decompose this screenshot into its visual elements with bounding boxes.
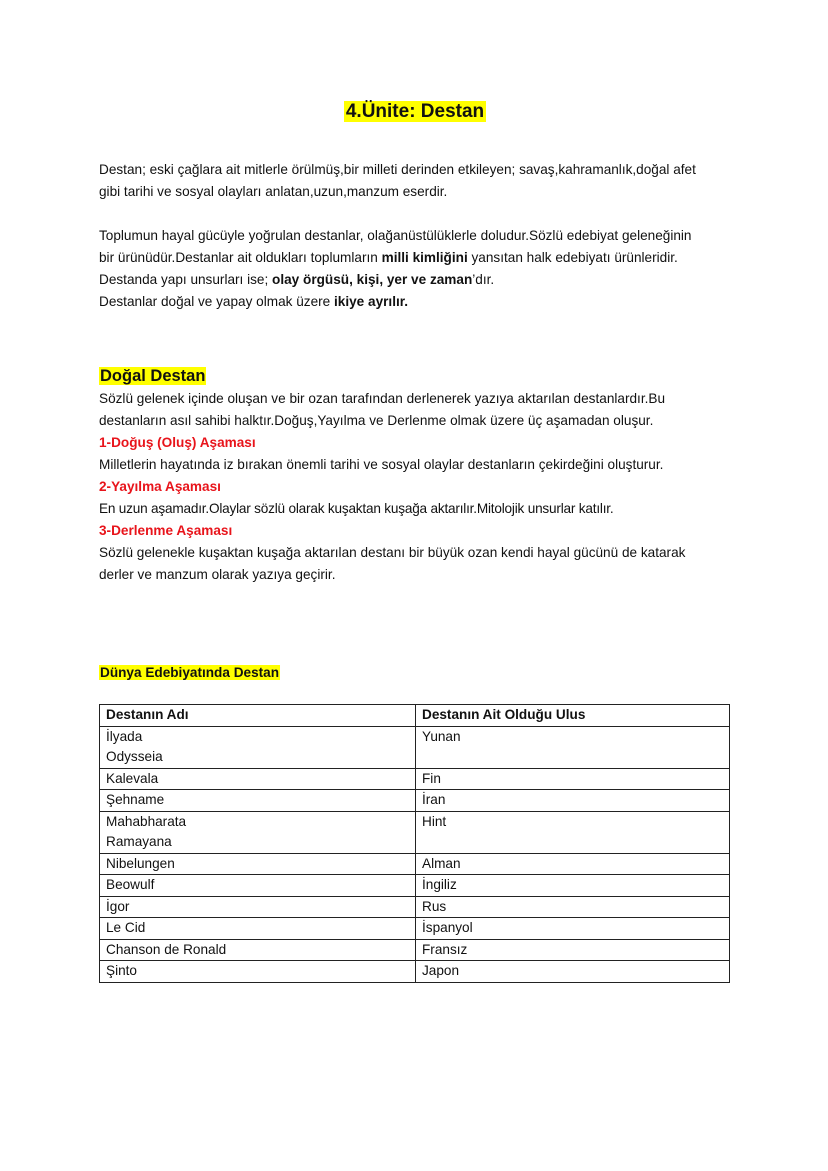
column-header-nation: Destanın Ait Olduğu Ulus — [416, 705, 730, 727]
table-row — [100, 896, 730, 918]
table-row — [100, 790, 730, 812]
epic-nation-cell: İngiliz — [416, 875, 730, 897]
stage-title: 1-Doğuş (Oluş) Aşaması — [99, 435, 256, 450]
epic-name-cell — [100, 790, 416, 812]
epic-name: Odysseia — [106, 749, 163, 764]
epic-nation-cell: Japon — [416, 961, 730, 983]
epic-nation-cell: Yunan — [416, 726, 730, 768]
epic-nation-cell: Alman — [416, 853, 730, 875]
table-row — [100, 726, 730, 768]
epic-nation-cell: Rus — [416, 896, 730, 918]
epic-name: İlyada — [106, 728, 143, 744]
epic-nation-cell: İran — [416, 790, 730, 812]
epic-name: Nibelungen — [106, 855, 175, 871]
world-epics-heading: Dünya Edebiyatında Destan — [100, 665, 280, 680]
epic-name-cell — [100, 726, 416, 768]
stage-text: Milletlerin hayatında iz bırakan önemli tarihi ve sosyal olaylar destanların çekirdeğini oluşturur. — [99, 457, 664, 472]
stage-title: 3-Derlenme Aşaması — [99, 523, 233, 538]
stage-text: Sözlü gelenekle kuşaktan kuşağa aktarılan destanı bir büyük ozan kendi hayal gücünü de katarak derler ve manzum olarak yazıya geçirir. — [99, 545, 686, 582]
epic-name: Le Cid — [106, 920, 146, 935]
definition-paragraph: Destan; eski çağlara ait mitlerle örülmüş,bir milleti derinden etkileyen; savaş,kahramanlık,doğal afet gibi tarihi ve sosyal olayları anlatan,uzun,manzum eserdir. — [99, 162, 696, 199]
epic-name-cell — [100, 896, 416, 918]
dogal-destan-text: Sözlü gelenek içinde oluşan ve bir ozan tarafından derlenerek yazıya aktarılan destanlardır.Bu destanların asıl sahibi halktır.Doğuş,Yayılma ve Derlenme olmak üzere üç aşamadan oluşur. — [99, 391, 665, 428]
column-header-name: Destanın Adı — [100, 705, 416, 727]
table-row — [100, 853, 730, 875]
table-row — [100, 875, 730, 897]
epic-name: Ramayana — [106, 834, 172, 849]
stage-title: 2-Yayılma Aşaması — [99, 479, 221, 494]
intro-section — [99, 159, 731, 313]
world-epics-table — [99, 704, 730, 983]
dogal-destan-heading: Doğal Destan — [100, 367, 206, 385]
epic-name-cell — [100, 918, 416, 940]
epic-name-cell — [100, 939, 416, 961]
epic-name-cell — [100, 875, 416, 897]
table-row — [100, 961, 730, 983]
epic-name: Şehname — [106, 792, 165, 807]
table-body — [100, 726, 730, 982]
table-row — [100, 918, 730, 940]
table-header-row — [100, 705, 730, 727]
world-epics-section — [99, 662, 731, 684]
epic-nation-cell: Hint — [416, 811, 730, 853]
stage-text: En uzun aşamadır.Olaylar sözlü olarak kuşaktan kuşağa aktarılır.Mitolojik unsurlar katılır. — [99, 501, 614, 516]
epic-name: İgor — [106, 898, 130, 914]
table-row — [100, 768, 730, 790]
epic-name-cell — [100, 768, 416, 790]
epic-nation-cell: Fransız — [416, 939, 730, 961]
epic-nation-cell: İspanyol — [416, 918, 730, 940]
epic-name: Şinto — [106, 963, 137, 978]
types-paragraph: Destanlar doğal ve yapay olmak üzere ikiye ayrılır. — [99, 294, 409, 309]
epic-name-cell — [100, 961, 416, 983]
table-row — [100, 939, 730, 961]
structure-paragraph: Destanda yapı unsurları ise; olay örgüsü, kişi, yer ve zaman’dır. — [99, 272, 495, 287]
epic-name: Kalevala — [106, 770, 159, 786]
characteristics-paragraph: Toplumun hayal gücüyle yoğrulan destanlar, olağanüstülüklerle doludur.Sözlü edebiyat geleneğinin bir ürünüdür.Destanlar ait oldukları toplumların milli kimliğini yansıtan halk edebiyatı ürünleridir. — [99, 228, 692, 265]
table-row — [100, 811, 730, 853]
dogal-destan-section — [99, 364, 731, 586]
epic-name-cell — [100, 853, 416, 875]
epic-name: Chanson de Ronald — [106, 941, 227, 957]
epic-nation-cell: Fin — [416, 768, 730, 790]
page-title: 4.Ünite: Destan — [345, 101, 485, 122]
epic-name-cell — [100, 811, 416, 853]
epic-name: Mahabharata — [106, 813, 187, 829]
epic-name: Beowulf — [106, 877, 155, 892]
